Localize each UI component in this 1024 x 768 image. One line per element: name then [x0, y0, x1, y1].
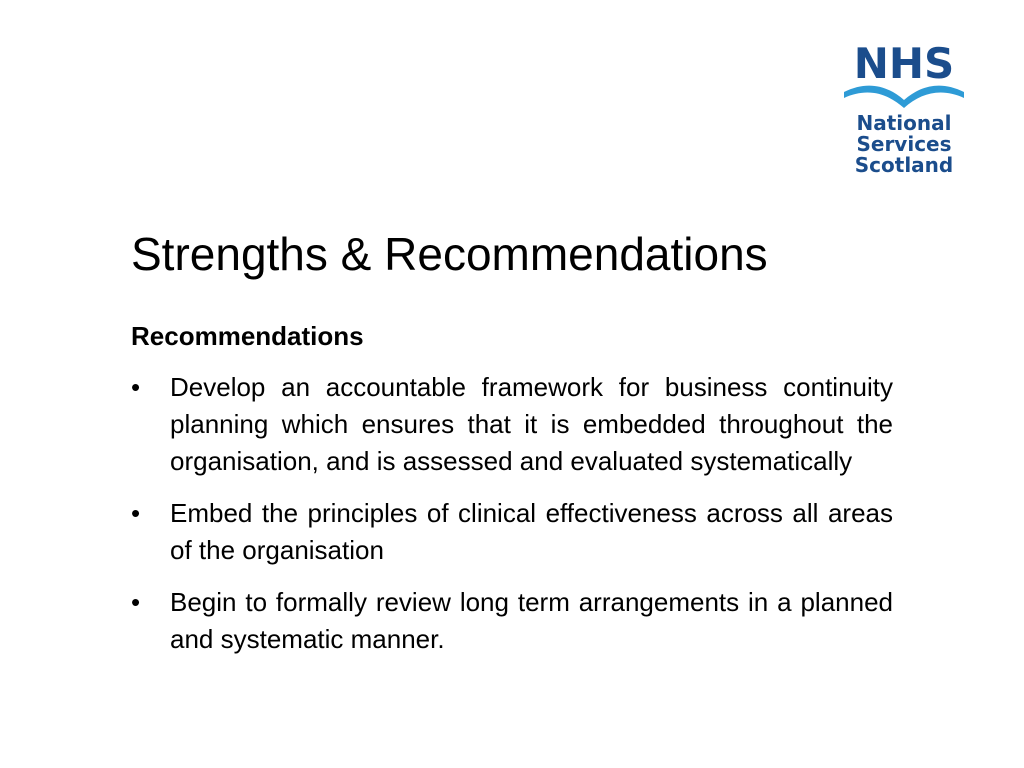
list-item [131, 495, 893, 569]
logo-line-scotland: Scotland [854, 153, 954, 177]
bullet-icon: • [131, 498, 141, 528]
logo-line-national: National [856, 111, 952, 135]
nhs-wave-logo-icon [838, 40, 988, 110]
bullet-text: Embed the principles of clinical effectiveness across all areas of the organisation [170, 498, 893, 565]
bullet-icon: • [131, 587, 141, 617]
logo-mark-text: NHS [853, 40, 955, 88]
list-item [131, 584, 893, 658]
section-subheading: Recommendations [131, 321, 364, 351]
recommendations-list [131, 369, 893, 658]
bullet-icon: • [131, 372, 141, 402]
bullet-text: Begin to formally review long term arrangements in a planned and systematic manner. [170, 587, 893, 654]
slide-title: Strengths & Recommendations [131, 228, 768, 280]
bullet-text: Develop an accountable framework for business continuity planning which ensures that it is embedded throughout the organisation, and is assessed and evaluated systematically [170, 372, 893, 476]
logo-wordmark [838, 113, 970, 176]
list-item [131, 369, 893, 480]
nhs-logo [838, 40, 988, 188]
logo-line-services: Services [856, 132, 952, 156]
slide-body [131, 318, 893, 673]
